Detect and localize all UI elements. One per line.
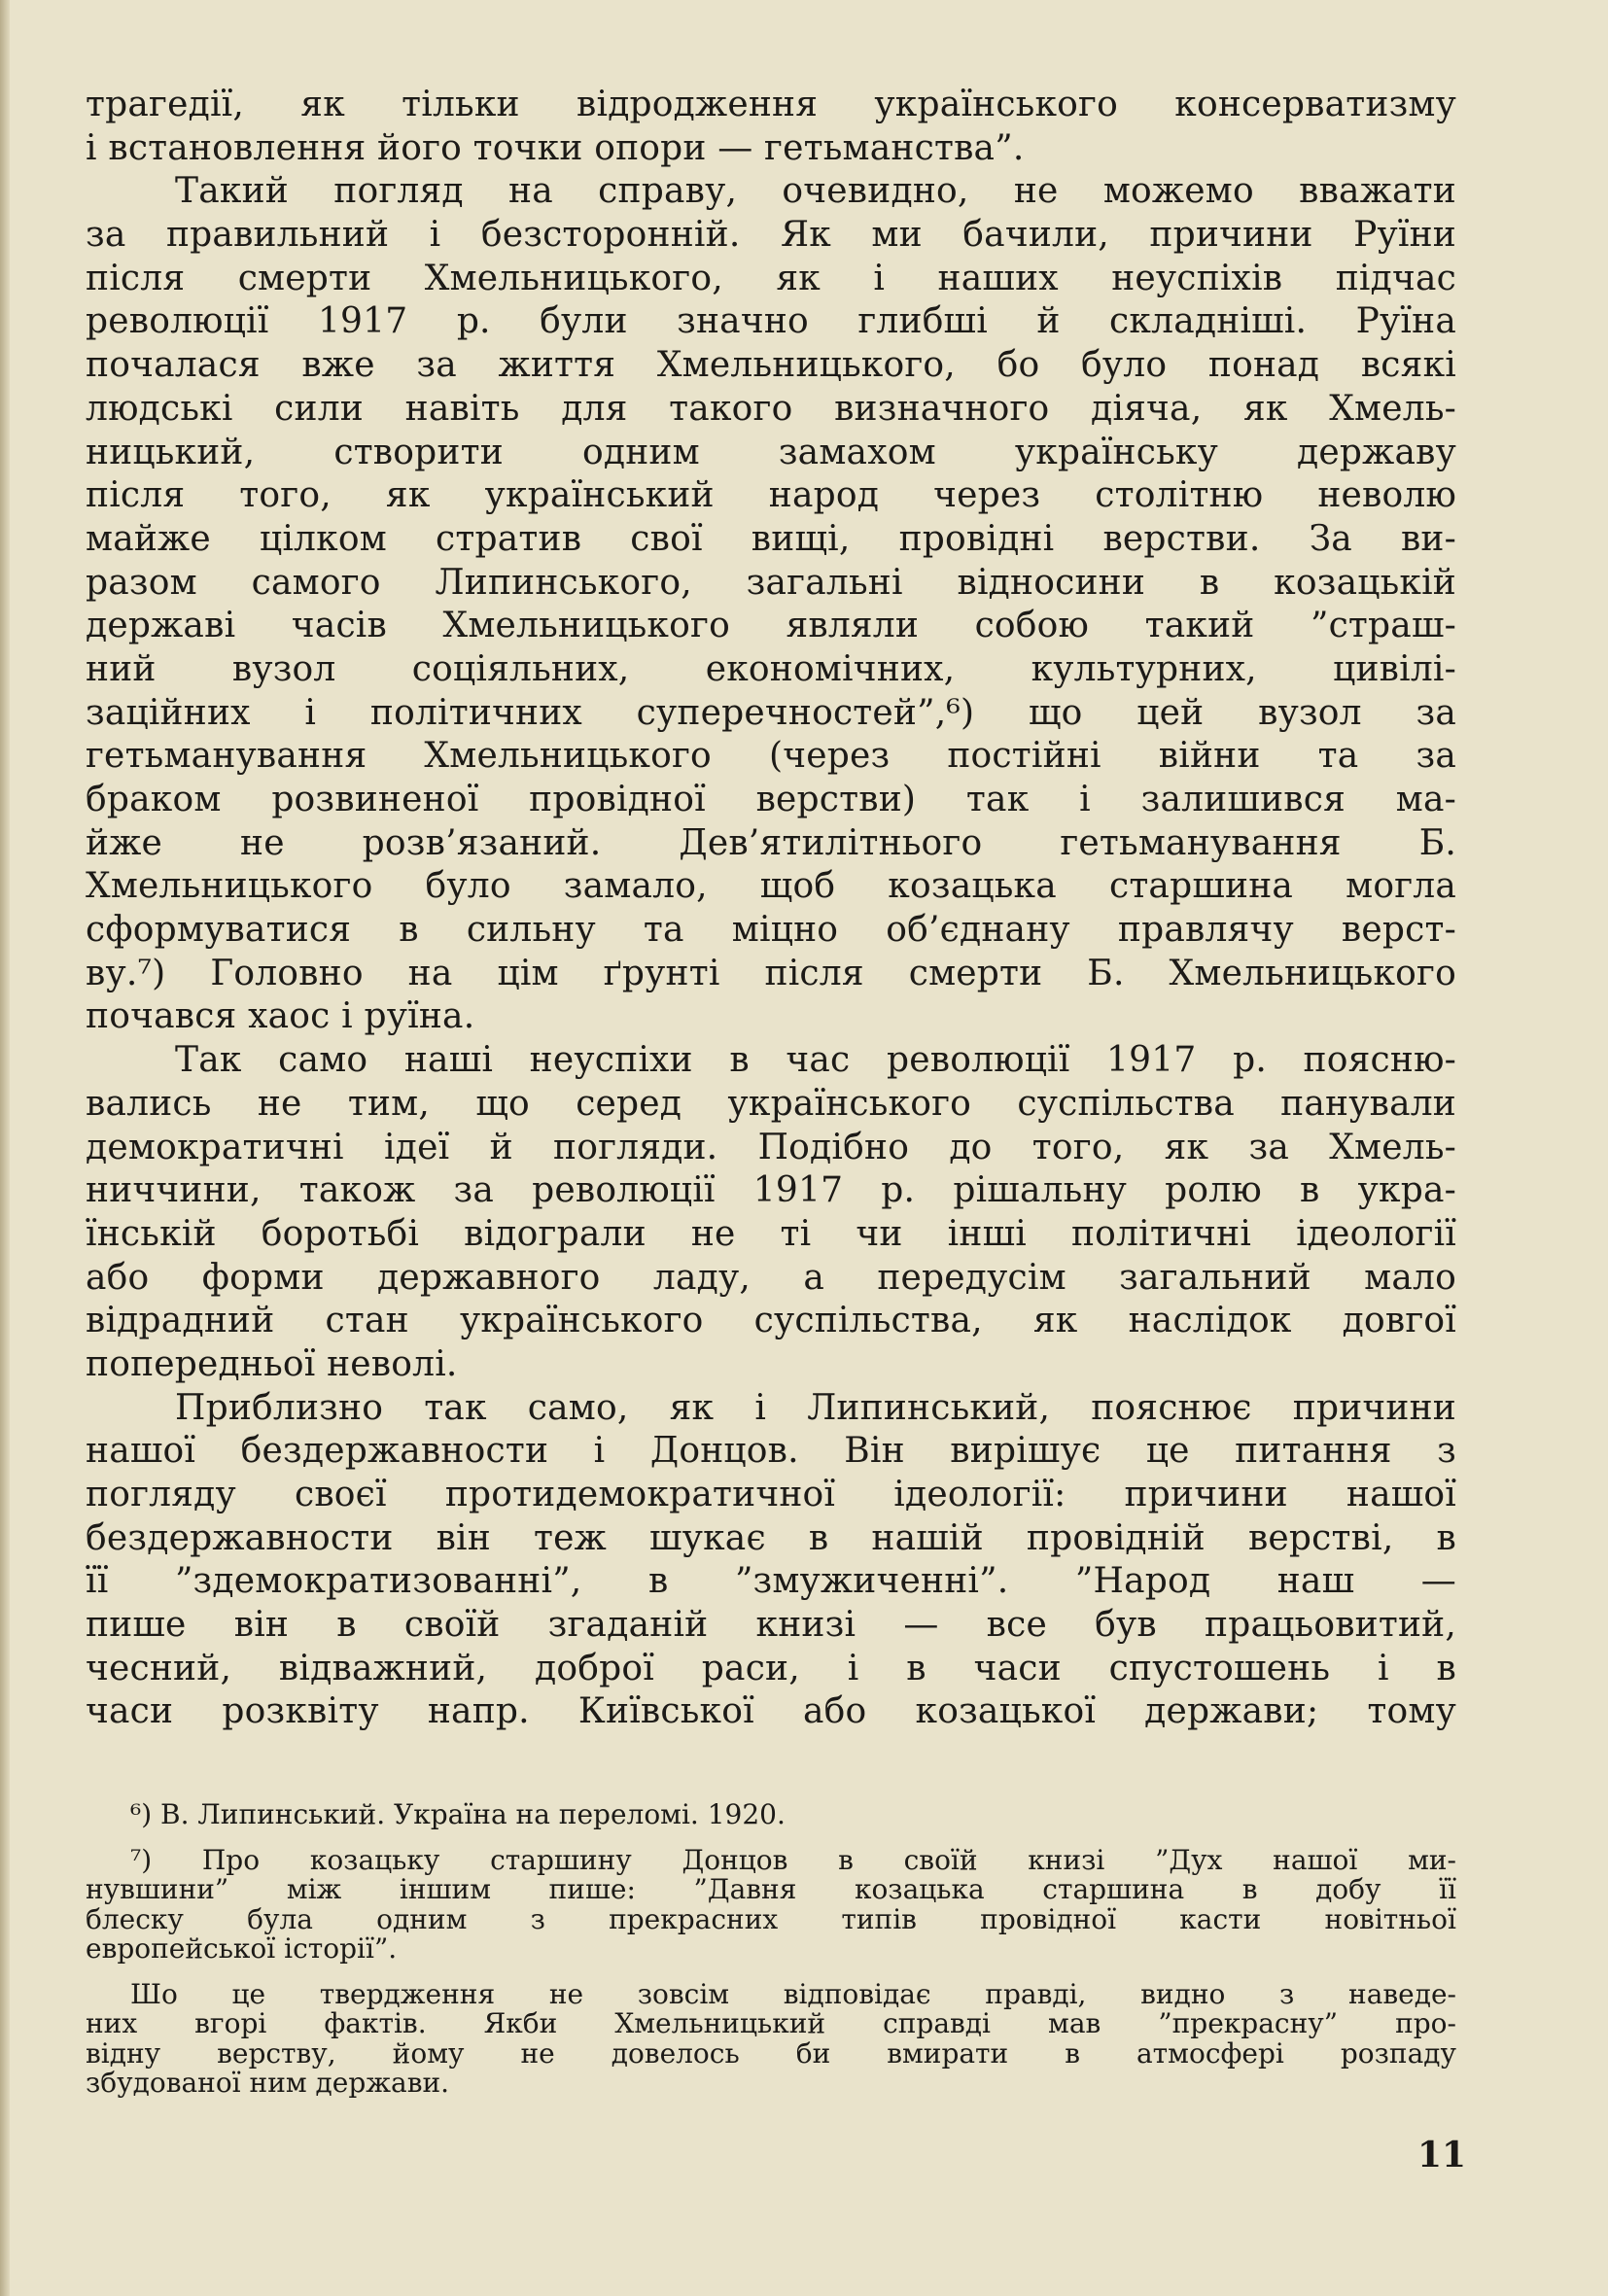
footnote-line: збудованої ним держави. <box>86 2067 450 2099</box>
body-text <box>86 84 1456 1734</box>
footnote-line: Шо це твердження не зовсім відповідає правді, видно з наведе- <box>130 1977 1456 2010</box>
body-line: Приблизно так само, як і Липинський, пояснює причини <box>175 1387 1456 1428</box>
body-line: демократичні ідеї й погляди. Подібно до того, як за Хмель- <box>86 1127 1456 1167</box>
body-line: часи розквіту напр. Київської або козацької держави; тому <box>86 1691 1456 1732</box>
page-edge-shadow <box>0 0 10 2296</box>
footnote-line: них вгорі фактів. Якби Хмельницький справді мав ”прекрасну” про- <box>86 2007 1456 2039</box>
body-line: державі часів Хмельницького являли собою такий ”страш- <box>86 606 1456 646</box>
body-line: за правильний і безсторонній. Як ми бачили, причини Руїни <box>86 215 1456 256</box>
body-line: пише він в своїй згаданій книзі — все був працьовитий, <box>86 1605 1456 1646</box>
body-line: відрадний стан українського суспільства, як наслідок довгої <box>86 1301 1456 1341</box>
body-line: після смерти Хмельницького, як і наших неуспіхів підчас <box>86 258 1456 298</box>
footnote-line: ⁶) В. Липинський. Україна на переломі. 1920. <box>130 1798 786 1830</box>
body-line: її ”здемократизованні”, в ”змужиченні”. ”Народ наш — <box>86 1561 1456 1602</box>
body-line: майже цілком стратив свої вищі, провідні верстви. За ви- <box>86 518 1456 559</box>
body-line: після того, як український народ через столітню неволю <box>86 475 1456 516</box>
body-line: разом самого Липинського, загальні відносини в козацькій <box>86 562 1456 603</box>
body-line: попередньої неволі. <box>86 1343 458 1384</box>
footnote <box>86 1977 1456 2099</box>
body-line: гетьманування Хмельницького (через постійні війни та за <box>86 736 1456 777</box>
body-line: Такий погляд на справу, очевидно, не можемо вважати <box>175 171 1456 212</box>
footnote-line: блеску була одним з прекрасних типів провідної касти новітньої <box>86 1902 1456 1935</box>
body-line: почалася вже за життя Хмельницького, бо було понад всякі <box>86 345 1456 386</box>
body-line: революції 1917 р. були значно глибші й складніші. Руїна <box>86 301 1456 342</box>
body-line: почався хаос і руїна. <box>86 996 475 1037</box>
footnote <box>86 1800 1456 1830</box>
body-line: чесний, відважний, доброї раси, і в часи спустошень і в <box>86 1648 1456 1688</box>
body-line: йже не розв’язаний. Дев’ятилітнього гетьманування Б. <box>86 822 1456 863</box>
footnote-line: відну верству, йому не довелось би вмирати в атмосфері розпаду <box>86 2036 1456 2070</box>
body-line: ниччини, також за революції 1917 р. рішальну ролю в укра- <box>86 1170 1456 1211</box>
footnote-line: ⁷) Про козацьку старшину Донцов в своїй книзі ”Дух нашої ми- <box>130 1843 1456 1876</box>
body-line: і встановлення його точки опори — гетьманства”. <box>86 127 1025 168</box>
footnote <box>86 1843 1456 1965</box>
body-line: вались не тим, що серед українського суспільства панували <box>86 1083 1456 1124</box>
body-line: людські сили навіть для такого визначного діяча, як Хмель- <box>86 388 1456 429</box>
body-line: трагедії, як тільки відродження українського консерватизму <box>86 85 1456 124</box>
body-line: сформуватися в сильну та міцно об’єднану правлячу верст- <box>86 910 1456 951</box>
footnote-line: европейської історії”. <box>86 1932 398 1965</box>
body-line: браком розвиненої провідної верстви) так і залишився ма- <box>86 780 1456 819</box>
body-line: бездержавности він теж шукає в нашій провідній верстві, в <box>86 1517 1456 1558</box>
body-line: ний вузол соціяльних, економічних, культурних, цивілі- <box>86 648 1456 689</box>
body-line: погляду своєї протидемократичної ідеології: причини нашої <box>86 1475 1456 1514</box>
body-line: ницький, створити одним замахом українську державу <box>86 432 1456 472</box>
footnotes-section <box>86 1800 1456 2099</box>
body-line: Так само наші неуспіхи в час революції 1917 р. поясню- <box>175 1040 1456 1081</box>
body-line: заційних і політичних суперечностей”,⁶) що цей вузол за <box>86 692 1456 733</box>
page-number: 11 <box>1417 2135 1467 2175</box>
body-line: нашої бездержавности і Донцов. Він вирішує це питання з <box>86 1431 1456 1472</box>
footnote-line: нувшини” між іншим пише: ”Давня козацька старшина в добу її <box>86 1873 1456 1905</box>
body-line: Хмельницького було замало, щоб козацька старшина могла <box>86 866 1456 907</box>
body-line: або форми державного ладу, а передусім загальний мало <box>86 1257 1456 1298</box>
body-line: їнській боротьбі відограли не ті чи інші політичні ідеології <box>86 1213 1456 1254</box>
body-line: ву.⁷) Головно на цім ґрунті після смерти Б. Хмельницького <box>86 953 1456 993</box>
